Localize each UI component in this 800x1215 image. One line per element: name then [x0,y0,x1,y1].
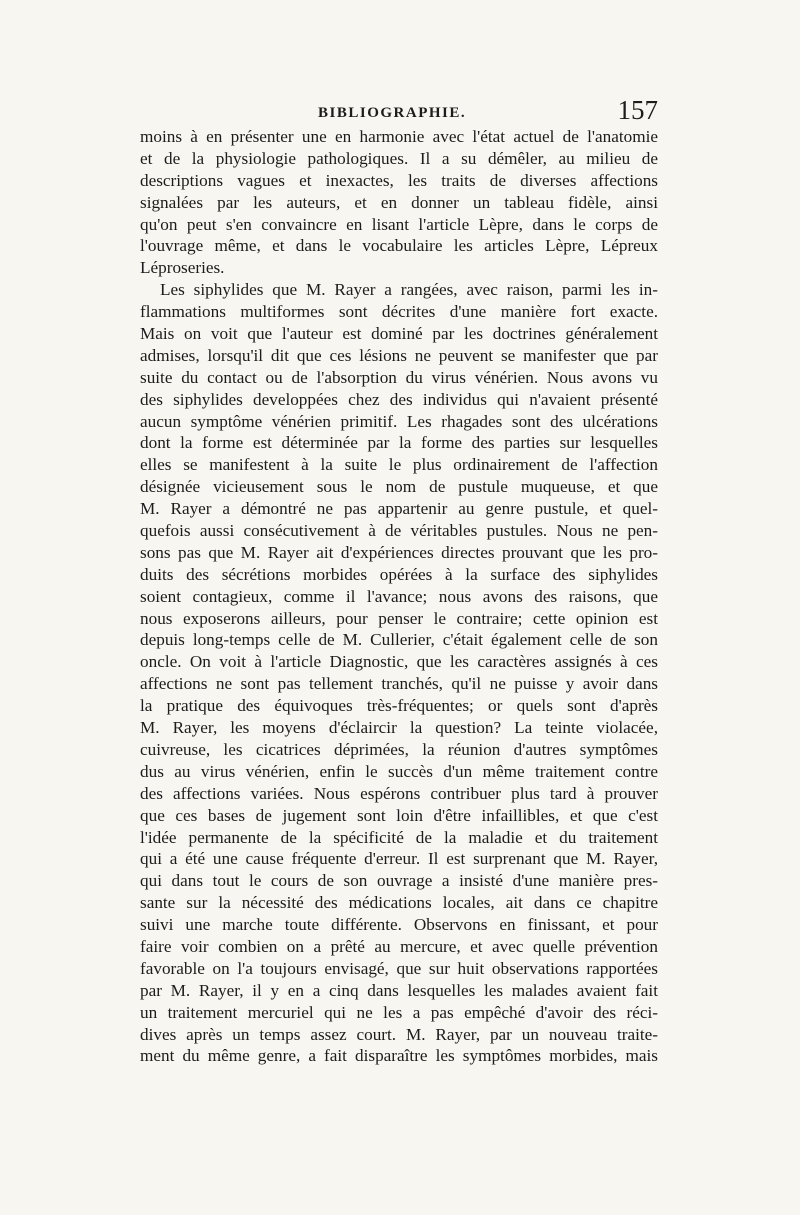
text-line: des siphylides developpées chez des individus qui n'avaient présenté [140,389,658,409]
text-line: l'idée permanente de la spécificité de la maladie et du traitement [140,827,658,847]
text-line: Les siphylides que M. Rayer a rangées, avec raison, parmi les in- [160,280,658,300]
text-line: M. Rayer a démontré ne pas appartenir au genre pustule, et quel- [140,499,658,519]
text-line: quefois aussi consécutivement à de véritables pustules. Nous ne pen- [140,521,658,541]
text-line: l'ouvrage même, et dans le vocabulaire les articles Lèpre, Lépreux [140,236,658,256]
text-line: suite du contact ou de l'absorption du virus vénérien. Nous avons vu [140,367,658,387]
text-line: sons pas que M. Rayer ait d'expériences directes prouvant que les pro- [140,542,658,562]
text-line: par M. Rayer, il y en a cinq dans lesquelles les malades avaient fait [140,980,658,1000]
text-line: des affections variées. Nous espérons contribuer plus tard à prouver [140,783,658,803]
text-line: et de la physiologie pathologiques. Il a su démêler, au milieu de [140,148,658,168]
text-line: suivi une marche toute différente. Observons en finissant, et pour [140,915,658,935]
text-line: dives après un temps assez court. M. Rayer, par un nouveau traite- [140,1024,658,1044]
text-line: la pratique des équivoques très-fréquentes; or quels sont d'après [140,696,658,716]
text-line: aucun symptôme vénérien primitif. Les rhagades sont des ulcérations [140,411,658,431]
text-line: dus au virus vénérien, enfin le succès d'un même traitement contre [140,761,658,781]
text-line: moins à en présenter une en harmonie avec l'état actuel de l'anatomie [140,127,658,146]
text-line: duits des sécrétions morbides opérées à la surface des siphylides [140,564,658,584]
text-line: soient contagieux, comme il l'avance; nous avons des raisons, que [140,586,658,606]
text-line: faire voir combien on a prêté au mercure, et avec quelle prévention [140,936,658,956]
text-line: oncle. On voit à l'article Diagnostic, que les caractères assignés à ces [140,652,658,672]
text-line: depuis long-temps celle de M. Cullerier, c'était également celle de son [140,630,658,650]
text-line: favorable on l'a toujours envisagé, que sur huit observations rapportées [140,958,658,978]
running-title: BIBLIOGRAPHIE. [318,105,467,121]
text-line: un traitement mercuriel qui ne les a pas empêché d'avoir des réci- [140,1002,658,1022]
text-line: qui a été une cause fréquente d'erreur. Il est surprenant que M. Rayer, [140,849,658,869]
text-line: M. Rayer, les moyens d'éclaircir la question? La teinte violacée, [140,718,658,738]
body-text [140,126,658,1067]
text-line: qui dans tout le cours de son ouvrage a insisté d'une manière pres- [140,871,658,891]
text-line: elles se manifestent à la suite le plus ordinairement de l'affection [140,455,658,475]
text-line: signalées par les auteurs, et en donner un tableau fidèle, ainsi [140,192,658,212]
text-line: Léproseries. [140,258,225,278]
text-line: sante sur la nécessité des médications locales, ait dans ce chapitre [140,893,658,913]
text-line: cuivreuse, les cicatrices déprimées, la réunion d'autres symptômes [140,739,658,759]
text-line: affections ne sont pas tellement tranchés, qu'il ne puisse y avoir dans [140,674,658,694]
text-line: que ces bases de jugement sont loin d'être infaillibles, et que c'est [140,805,658,825]
page-number: 157 [617,95,658,125]
text-line: nous exposerons ailleurs, pour penser le contraire; cette opinion est [140,608,658,628]
text-line: désignée vicieusement sous le nom de pustule muqueuse, et que [140,477,658,497]
text-line: descriptions vagues et inexactes, les traits de diverses affections [140,170,658,190]
text-line: qu'on peut s'en convaincre en lisant l'article Lèpre, dans le corps de [140,214,658,234]
text-line: flammations multiformes sont décrites d'une manière fort exacte. [140,302,658,322]
text-line: dont la forme est déterminée par la forme des parties sur lesquelles [140,433,658,453]
text-line: Mais on voit que l'auteur est dominé par les doctrines généralement [140,324,658,344]
text-line: ment du même genre, a fait disparaître les symptômes morbides, mais [140,1046,658,1066]
text-line: admises, lorsqu'il dit que ces lésions ne peuvent se manifester que par [140,345,658,365]
